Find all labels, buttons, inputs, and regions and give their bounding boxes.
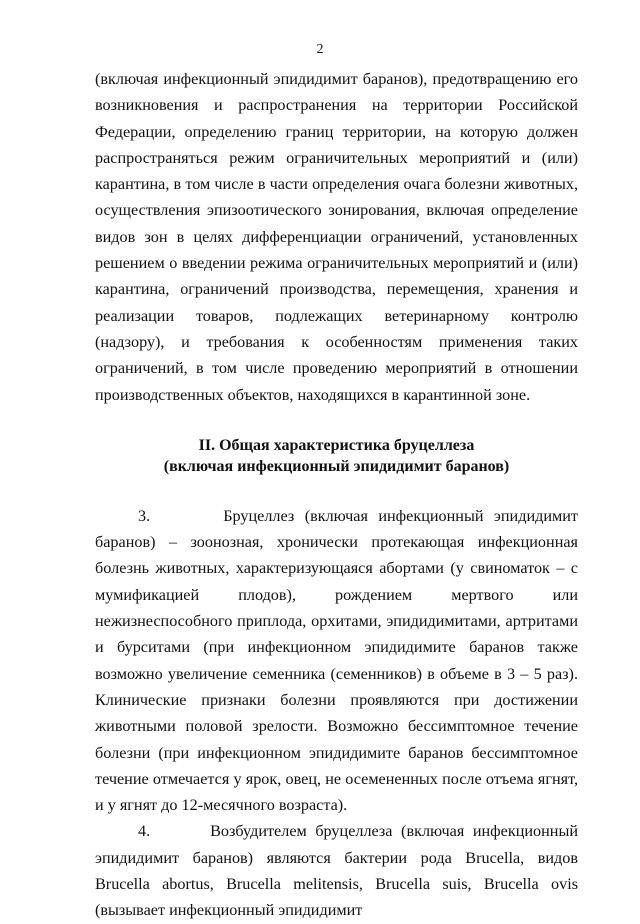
paragraph-number: 3. [138, 506, 151, 525]
section-title-line-1: II. Общая характеристика бруцеллеза [198, 436, 475, 454]
paragraph-text: Бруцеллез (включая инфекционный эпидидимит баранов) – зоонозная, хронически протекающая инфекционная болезнь животных, характеризующаяся абортами (у свиноматок – с мумификацией плодов), рождением мертвого или нежизнеспособного приплода, орхитами, эпидидимитами, артритами и бурситами (при инфекционном эпидидимите баранов также возможно увеличение семенника (семенников) в объеме в 3 – 5 раз). Клинические признаки болезни проявляются при достижении животными половой зрелости. Возможно бессимптомное течение болезни (при инфекционном эпидидимите баранов бессимптомное течение отмечается у ярок, овец, не осемененных после отъема ягнят, и у ягнят до 12-месячного возраста). [95, 506, 578, 815]
paragraph-number: 4. [138, 822, 151, 841]
paragraph-text: Возбудителем бруцеллеза (включая инфекционный эпидидимит баранов) являются бактерии рода Brucella, видов Brucella abortus, Brucella melitensis, Brucella suis, Brucella ovis (вызывает инфекционный эпидидимит [95, 822, 578, 920]
paragraph-4 [95, 818, 578, 923]
paragraph-3 [95, 503, 578, 819]
section-title-line-2: (включая инфекционный эпидидимит баранов) [163, 457, 510, 475]
page-number: 2 [316, 42, 324, 57]
section-heading [95, 435, 578, 477]
document-body [95, 66, 578, 924]
intro-paragraph: (включая инфекционный эпидидимит баранов), предотвращению его возникновения и распространения на территории Российской Федерации, определению границ территории, на которую должен распространяться режим ограничительных мероприятий и (или) карантина, в том числе в части определения очага болезни животных, осуществления эпизоотического зонирования, включая определение видов зон в целях дифференциации ограничений, установленных решением о введении режима ограничительных мероприятий и (или) карантина, ограничений производства, перемещения, хранения и реализации товаров, подлежащих ветеринарному контролю (надзору), и требования к особенностям применения таких ограничений, в том числе проведению мероприятий в отношении производственных объектов, находящихся в карантинной зоне. [95, 70, 578, 404]
